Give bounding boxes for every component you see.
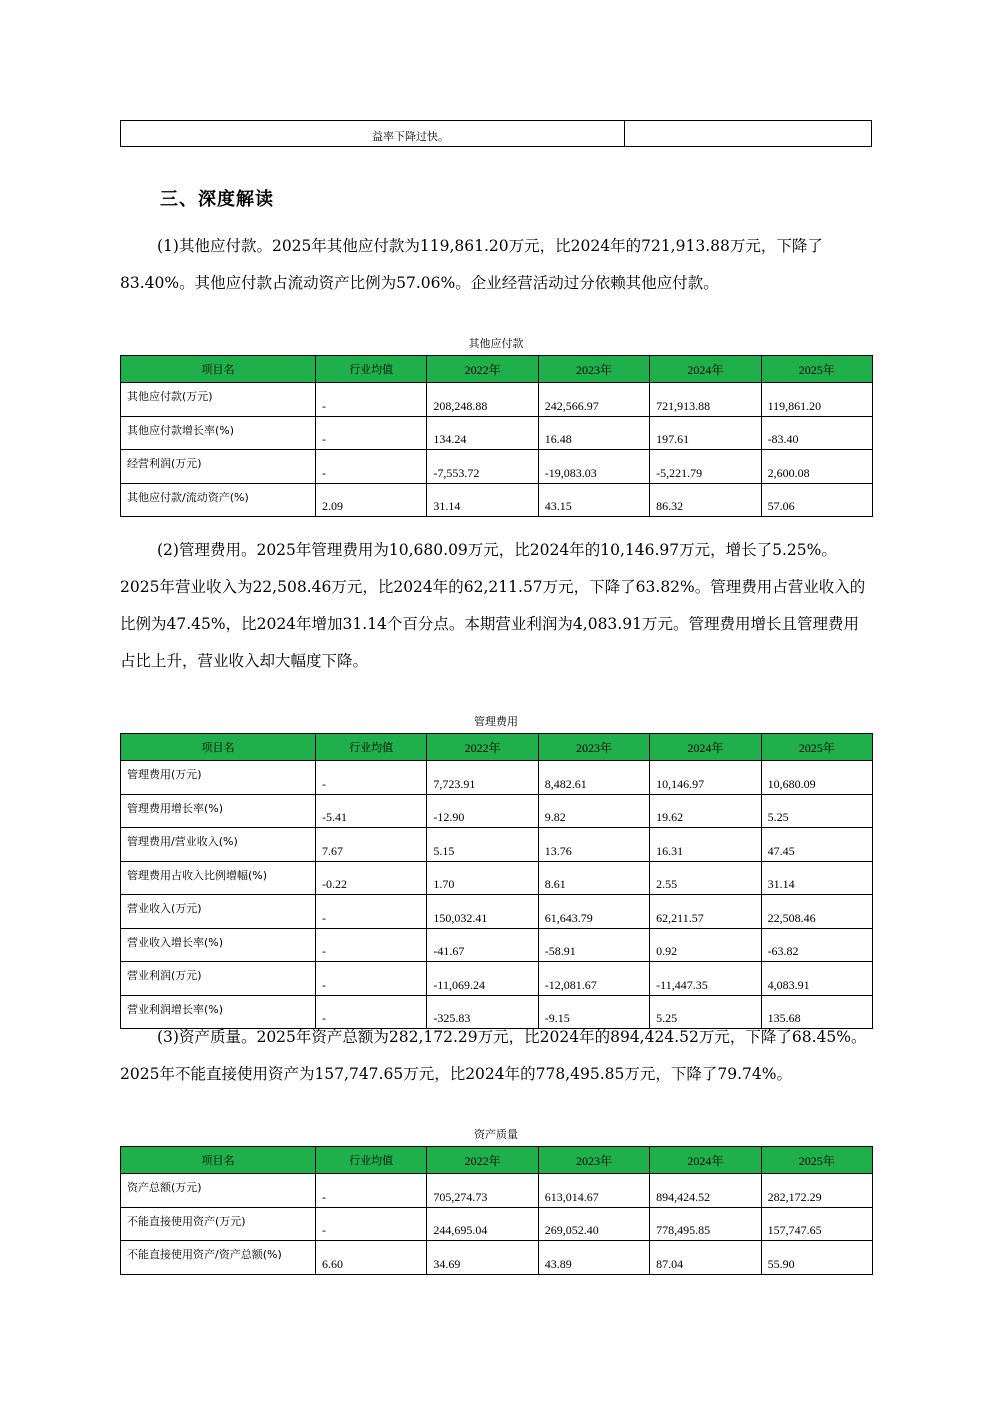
row-label: 不能直接使用资产(万元) [121, 1207, 316, 1241]
table-row [121, 861, 873, 895]
column-header: 行业均值 [316, 1147, 427, 1174]
row-label: 管理费用/营业收入(%) [121, 828, 316, 862]
column-header: 项目名 [121, 734, 316, 761]
table-cell: - [316, 995, 427, 1029]
table-cell: 57.06 [761, 483, 872, 517]
table-cell: 5.15 [427, 828, 538, 862]
table-cell: 6.60 [316, 1241, 427, 1275]
table-cell: 0.92 [650, 928, 761, 962]
row-label: 其他应付款/流动资产(%) [121, 483, 316, 517]
table-cell: 134.24 [427, 416, 538, 450]
table-cell: 2.09 [316, 483, 427, 517]
table-cell: - [316, 1174, 427, 1208]
table-cell: 10,680.09 [761, 761, 872, 795]
table-cell: 705,274.73 [427, 1174, 538, 1208]
column-header: 项目名 [121, 1147, 316, 1174]
row-label: 不能直接使用资产/资产总额(%) [121, 1241, 316, 1275]
column-header: 2023年 [538, 1147, 649, 1174]
row-label: 管理费用(万元) [121, 761, 316, 795]
table-cell: 7,723.91 [427, 761, 538, 795]
row-label: 营业利润增长率(%) [121, 995, 316, 1029]
table-cell: 13.76 [538, 828, 649, 862]
table-cell: -5,221.79 [650, 450, 761, 484]
table-cell: 47.45 [761, 828, 872, 862]
table-cell: 778,495.85 [650, 1207, 761, 1241]
continuation-cell [121, 121, 625, 147]
table-admin-expenses [120, 733, 873, 1029]
table-row [121, 828, 873, 862]
table-cell: -7,553.72 [427, 450, 538, 484]
column-header: 2023年 [538, 734, 649, 761]
row-label: 资产总额(万元) [121, 1174, 316, 1208]
table-cell: -11,447.35 [650, 962, 761, 996]
table-cell: 43.89 [538, 1241, 649, 1275]
table-cell: 282,172.29 [761, 1174, 872, 1208]
continuation-empty-cell [625, 121, 872, 147]
table-cell: 43.15 [538, 483, 649, 517]
table-header-row [121, 734, 873, 761]
table-cell: -325.83 [427, 995, 538, 1029]
table-cell: 244,695.04 [427, 1207, 538, 1241]
table-row [121, 895, 873, 929]
table-cell: 16.48 [538, 416, 649, 450]
column-header: 2025年 [761, 356, 872, 383]
table-row [121, 1207, 873, 1241]
section-title: 三、深度解读 [160, 189, 274, 210]
table-cell: 613,014.67 [538, 1174, 649, 1208]
table-cell: - [316, 450, 427, 484]
table-cell: 19.62 [650, 794, 761, 828]
table-row [121, 483, 873, 517]
row-label: 营业收入(万元) [121, 895, 316, 929]
table-cell: 119,861.20 [761, 383, 872, 417]
table-cell: 87.04 [650, 1241, 761, 1275]
table-cell: 269,052.40 [538, 1207, 649, 1241]
table-cell: -83.40 [761, 416, 872, 450]
column-header: 项目名 [121, 356, 316, 383]
table-row [121, 962, 873, 996]
table-cell: 10,146.97 [650, 761, 761, 795]
table-row [121, 383, 873, 417]
table-asset-quality [120, 1146, 873, 1275]
table-cell: -11,069.24 [427, 962, 538, 996]
table-cell: 61,643.79 [538, 895, 649, 929]
table-header-row [121, 1147, 873, 1174]
continuation-text: 益率下降过快。 [372, 130, 449, 143]
table-cell: 4,083.91 [761, 962, 872, 996]
table-cell: 5.25 [650, 995, 761, 1029]
row-label: 营业收入增长率(%) [121, 928, 316, 962]
table-cell: 157,747.65 [761, 1207, 872, 1241]
table-row [121, 1241, 873, 1275]
column-header: 2022年 [427, 734, 538, 761]
paragraph-asset-quality: (3)资产质量。2025年资产总额为282,172.29万元，比2024年的894,424.52万元，下降了68.45%。2025年不能直接使用资产为157,747.65万元，比2024年的778,495.85万元，下降了79.74%。 [120, 1028, 867, 1083]
table-cell: 721,913.88 [650, 383, 761, 417]
table-other-payables [120, 355, 873, 517]
table-cell: - [316, 895, 427, 929]
table-caption-admin-expenses: 管理费用 [474, 715, 518, 728]
table-header-row [121, 356, 873, 383]
table-caption-other-payables: 其他应付款 [468, 337, 524, 350]
continuation-table [120, 120, 872, 147]
table-cell: 8,482.61 [538, 761, 649, 795]
table-row [121, 794, 873, 828]
table-cell: -41.67 [427, 928, 538, 962]
table-cell: 31.14 [761, 861, 872, 895]
table-cell: 9.82 [538, 794, 649, 828]
table-cell: 135.68 [761, 995, 872, 1029]
table-caption-asset-quality: 资产质量 [474, 1128, 518, 1141]
table-cell: 208,248.88 [427, 383, 538, 417]
table-cell: - [316, 761, 427, 795]
row-label: 其他应付款增长率(%) [121, 416, 316, 450]
table-cell: -12.90 [427, 794, 538, 828]
table-cell: 150,032.41 [427, 895, 538, 929]
column-header: 行业均值 [316, 734, 427, 761]
table-cell: - [316, 383, 427, 417]
table-cell: - [316, 416, 427, 450]
table-row [121, 416, 873, 450]
table-cell: -58.91 [538, 928, 649, 962]
table-cell: 8.61 [538, 861, 649, 895]
table-cell: 55.90 [761, 1241, 872, 1275]
column-header: 2022年 [427, 356, 538, 383]
table-cell: -19,083.03 [538, 450, 649, 484]
table-cell: - [316, 928, 427, 962]
row-label: 营业利润(万元) [121, 962, 316, 996]
row-label: 管理费用增长率(%) [121, 794, 316, 828]
table-cell: 5.25 [761, 794, 872, 828]
table-cell: -12,081.67 [538, 962, 649, 996]
table-cell: 1.70 [427, 861, 538, 895]
table-cell: 62,211.57 [650, 895, 761, 929]
table-cell: 31.14 [427, 483, 538, 517]
table-cell: 16.31 [650, 828, 761, 862]
paragraph-other-payables: (1)其他应付款。2025年其他应付款为119,861.20万元，比2024年的721,913.88万元，下降了83.40%。其他应付款占流动资产比例为57.06%。企业经营活动过分依赖其他应付款。 [120, 237, 823, 292]
column-header: 2024年 [650, 356, 761, 383]
column-header: 2025年 [761, 734, 872, 761]
table-cell: -9.15 [538, 995, 649, 1029]
table-row [121, 761, 873, 795]
table-cell: 894,424.52 [650, 1174, 761, 1208]
table-cell: 2.55 [650, 861, 761, 895]
table-row [121, 450, 873, 484]
paragraph-admin-expenses: (2)管理费用。2025年管理费用为10,680.09万元，比2024年的10,146.97万元，增长了5.25%。2025年营业收入为22,508.46万元，比2024年的62,211.57万元，下降了63.82%。管理费用占营业收入的比例为47.45%，比2024年增加31.14个百分点。本期营业利润为4,083.91万元。管理费用增长且管理费用占比上升，营业收入却大幅度下降。 [120, 541, 866, 670]
column-header: 2023年 [538, 356, 649, 383]
column-header: 2024年 [650, 734, 761, 761]
column-header: 行业均值 [316, 356, 427, 383]
table-cell: -5.41 [316, 794, 427, 828]
table-cell: 86.32 [650, 483, 761, 517]
row-label: 其他应付款(万元) [121, 383, 316, 417]
table-cell: 22,508.46 [761, 895, 872, 929]
column-header: 2024年 [650, 1147, 761, 1174]
table-cell: -63.82 [761, 928, 872, 962]
table-row [121, 928, 873, 962]
row-label: 经营利润(万元) [121, 450, 316, 484]
row-label: 管理费用占收入比例增幅(%) [121, 861, 316, 895]
table-cell: 7.67 [316, 828, 427, 862]
table-cell: 197.61 [650, 416, 761, 450]
table-row [121, 1174, 873, 1208]
column-header: 2022年 [427, 1147, 538, 1174]
table-cell: 34.69 [427, 1241, 538, 1275]
table-cell: 242,566.97 [538, 383, 649, 417]
table-cell: - [316, 1207, 427, 1241]
table-cell: 2,600.08 [761, 450, 872, 484]
table-cell: - [316, 962, 427, 996]
table-cell: -0.22 [316, 861, 427, 895]
column-header: 2025年 [761, 1147, 872, 1174]
